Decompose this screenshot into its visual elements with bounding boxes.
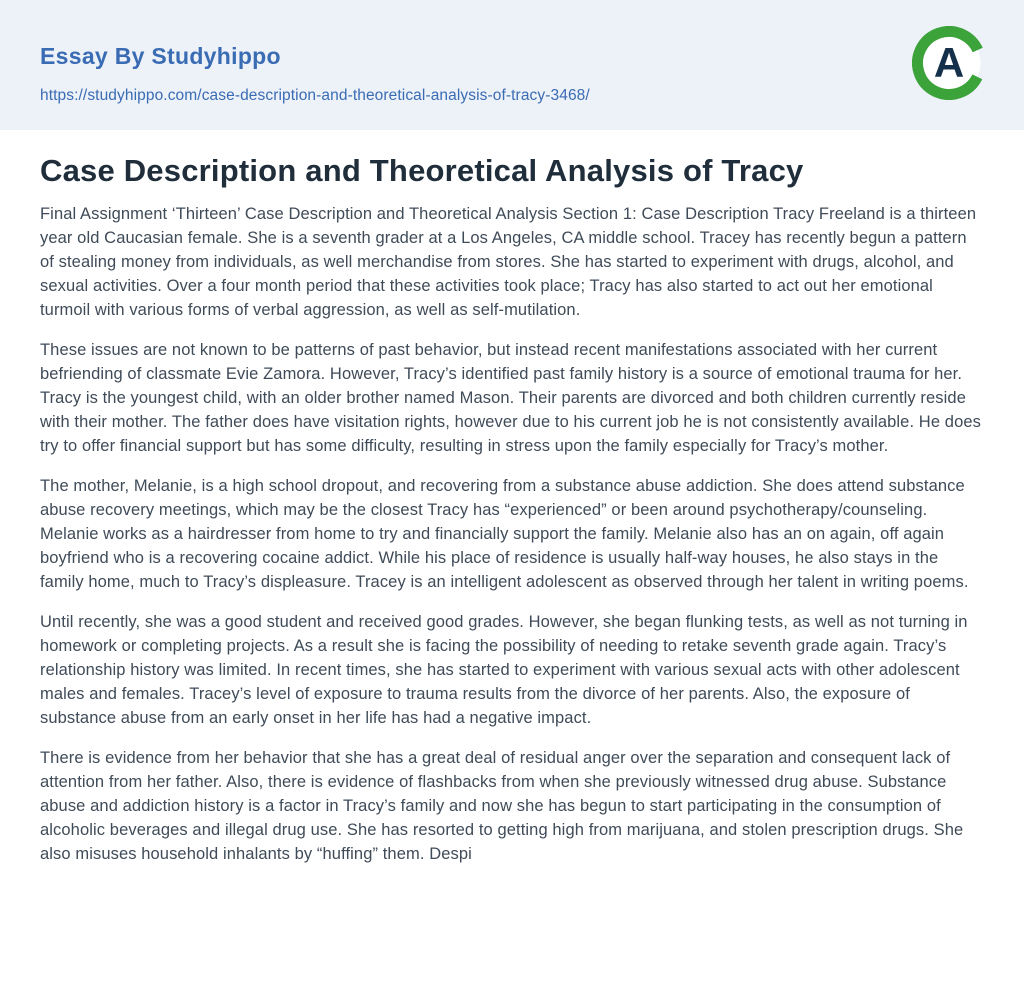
essay-paragraph: The mother, Melanie, is a high school dropout, and recovering from a substance abuse addiction. She does attend substance abuse recovery meetings, which may be the closest Tracy has “experienced” or been around psychotherapy/counseling. Melanie works as a hairdresser from home to try and financially support the family. Melanie also has an on again, off again boyfriend who is a recovering cocaine addict. While his place of residence is usually half-way houses, he also stays in the family home, much to Tracy’s displeasure. Tracey is an intelligent adolescent as observed through her talent in writing poems. <box>40 477 969 591</box>
essay-paragraph: These issues are not known to be patterns of past behavior, but instead recent manifestations associated with her current befriending of classmate Evie Zamora. However, Tracy’s identified past family history is a source of emotional trauma for her. Tracy is the youngest child, with an older brother named Mason. Their parents are divorced and both children currently reside with their mother. The father does have visitation rights, however due to his current job he is not consistently available. He does try to offer financial support but has some difficulty, resulting in stress upon the family especially for Tracy’s mother. <box>40 341 981 455</box>
essay-body <box>40 202 984 866</box>
essay-paragraph: Until recently, she was a good student and received good grades. However, she began flunking tests, as well as not turning in homework or completing projects. As a result she is facing the possibility of needing to retake seventh grade again. Tracy’s relationship history was limited. In recent times, she has started to experiment with various sexual acts with other adolescent males and females. Tracey’s level of exposure to trauma results from the divorce of her parents. Also, the exposure of substance abuse from an early onset in her life has had a negative impact. <box>40 613 968 727</box>
logo-letter: A <box>933 39 965 86</box>
essay-paragraph: There is evidence from her behavior that she has a great deal of residual anger over the separation and consequent lack of attention from her father. Also, there is evidence of flashbacks from when she previously witnessed drug abuse. Substance abuse and addiction history is a factor in Tracy’s family and now she has begun to start participating in the consumption of alcoholic beverages and illegal drug use. She has resorted to getting high from marijuana, and stolen prescription drugs. She also misuses household inhalants by “huffing” them. Despi <box>40 749 964 863</box>
essay-paragraph: Final Assignment ‘Thirteen’ Case Description and Theoretical Analysis Section 1: Case Description Tracy Freeland is a thirteen year old Caucasian female. She is a seventh grader at a Los Angeles, CA middle school. Tracey has recently begun a pattern of stealing money from individuals, as well merchandise from stores. She has started to experiment with drugs, alcohol, and sexual activities. Over a four month period that these activities took place; Tracy has also started to act out her emotional turmoil with various forms of verbal aggression, as well as self-mutilation. <box>40 205 977 319</box>
essay-content <box>0 130 1024 866</box>
page-header <box>0 0 1024 130</box>
studyhippo-logo-icon <box>912 26 986 100</box>
page-url-link[interactable]: https://studyhippo.com/case-description-and-theoretical-analysis-of-tracy-3468/ <box>40 87 590 104</box>
site-title: Essay By Studyhippo <box>40 43 281 69</box>
article-title: Case Description and Theoretical Analysis of Tracy <box>40 153 804 188</box>
